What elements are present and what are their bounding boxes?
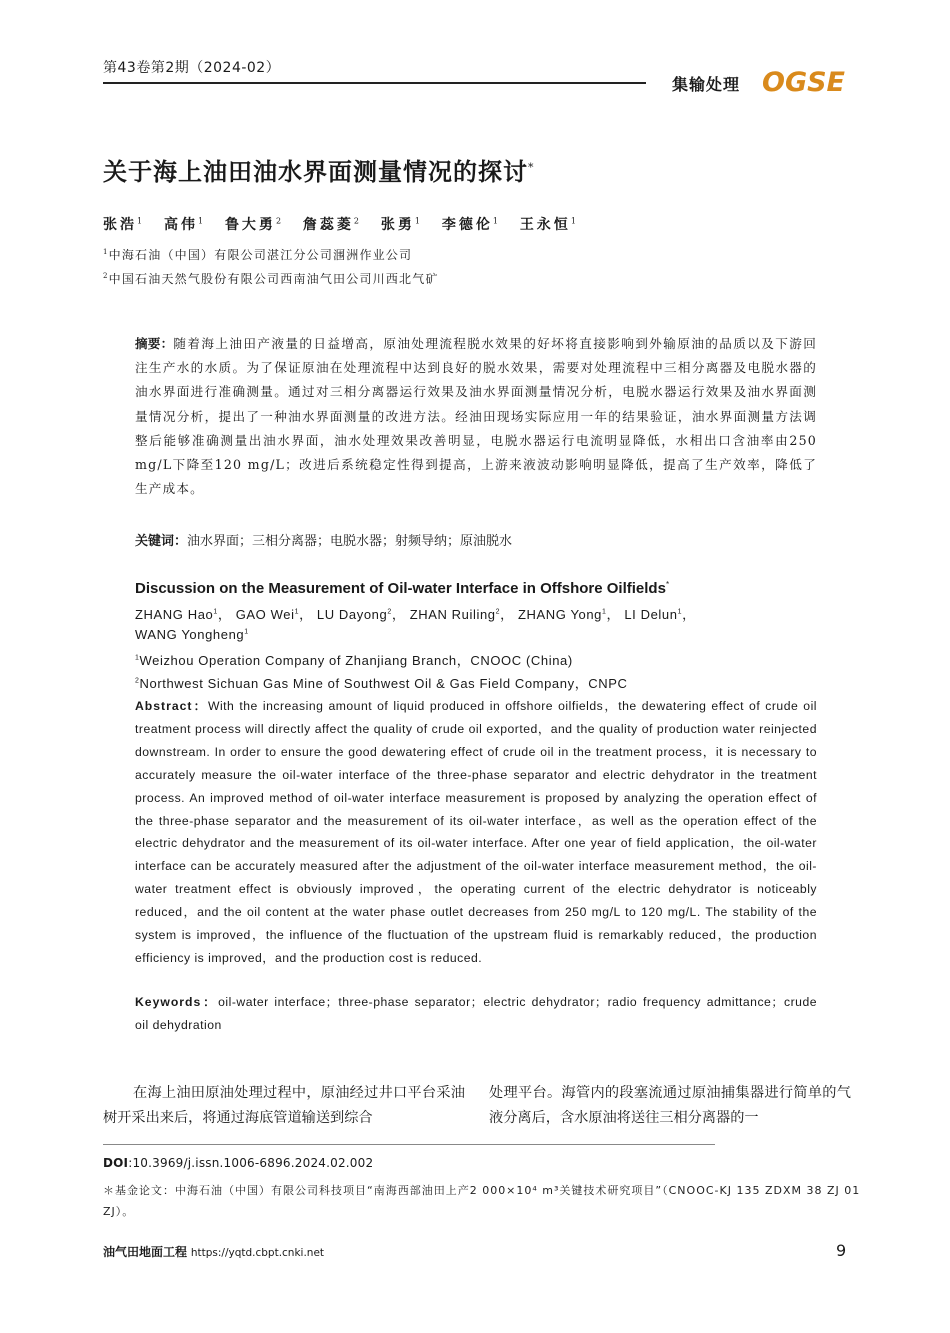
keywords-en xyxy=(135,991,817,1037)
abstract-en xyxy=(135,695,817,970)
author: 詹蕊菱$^2$ xyxy=(302,216,359,233)
author: 鲁大勇$^2$ xyxy=(224,216,282,233)
paper-title xyxy=(103,152,535,187)
footnote-rule xyxy=(103,1144,715,1145)
page-number: 9 xyxy=(836,1241,847,1260)
author: 王永恒$^1$ xyxy=(519,216,576,233)
abstract-en-label: Abstract： xyxy=(135,699,208,713)
body-column-left: 在海上油田原油处理过程中，原油经过井口平台采油树开采出来后，将通过海底管道输送到综合 xyxy=(103,1085,465,1126)
journal-section-name: 集输处理 xyxy=(672,75,741,94)
issue-label: 第43卷第2期（2024-02） xyxy=(103,60,281,76)
title-text: 关于海上油田油水界面测量情况的探讨 xyxy=(103,157,528,186)
keywords-en-text: oil-water interface；three-phase separator；electric dehydrator；radio frequency admittance；crude oil dehydration xyxy=(135,995,817,1032)
author-list xyxy=(103,214,590,234)
author: ZHANG Hao$^1$， xyxy=(135,607,232,622)
keywords-cn xyxy=(135,530,512,549)
logo-text: OGSE xyxy=(762,67,846,98)
english-title: Discussion on the Measurement of Oil-water Interface in Offshore Oilfields* xyxy=(135,580,670,597)
author: ZHAN Ruiling$^2$， xyxy=(409,607,514,622)
author: 高伟$^1$ xyxy=(163,216,204,233)
english-affiliation: $^1$Weizhou Operation Company of Zhanjiang Branch，CNOOC (China) xyxy=(135,653,573,668)
doi xyxy=(103,1156,373,1170)
author: 李德伦$^1$ xyxy=(441,216,498,233)
title-footnote-mark: * xyxy=(528,161,535,174)
keywords-cn-text: 油水界面；三相分离器；电脱水器；射频导纳；原油脱水 xyxy=(187,534,513,549)
footer-url[interactable]: https://yqtd.cbpt.cnki.net xyxy=(190,1247,325,1259)
author: ZHANG Yong$^1$， xyxy=(517,607,621,622)
ogse-logo xyxy=(760,64,850,98)
author: LU Dayong$^2$， xyxy=(316,607,406,622)
author: LI Delun$^1$， xyxy=(624,607,696,622)
abstract-cn-label: 摘要： xyxy=(135,336,174,351)
header-rule xyxy=(103,82,646,84)
abstract-cn xyxy=(135,332,817,501)
body-column-right: 处理平台。海管内的段塞流通过原油捕集器进行简单的气液分离后，含水原油将送往三相分离器的一 xyxy=(489,1085,851,1126)
page-footer xyxy=(103,1243,324,1260)
author: 张浩$^1$ xyxy=(103,216,143,233)
keywords-en-label: Keywords： xyxy=(135,995,219,1009)
author: 张勇$^1$ xyxy=(380,216,420,233)
doi-value: :10.3969/j.issn.1006-6896.2024.02.002 xyxy=(128,1156,374,1170)
author: GAO Wei$^1$， xyxy=(235,607,313,622)
doi-label: DOI xyxy=(103,1156,129,1170)
abstract-en-text: With the increasing amount of liquid produced in offshore oilfields，the dewatering effect of crude oil treatment process will directly affect the quality of crude oil exported，and the quality of production water reinjected downstream. In order to ensure the good dewatering effect of crude oil in the treatment process，it is necessary to accurately measure the oil-water interface of the three-phase separator and electric dehydrator in the treatment process. An improved method of oil-water interface measurement is proposed by analyzing the operation effect of the three-phase separator and the measurement of its oil-water interface，as well as the operation effect of the electric dehydrator and the measurement of its oil-water interface. After one year of field application，the oil-water interface can be accurately measured after the adjustment of the oil-water interface measurement method，the oil-water treatment effect is obviously improved，the operating current of the electric dehydrator is noticeably reduced，and the oil content at the water phase outlet decreases from 250 mg/L to 120 mg/L. The stability of the system is improved，the influence of the fluctuation of the upstream fluid is remarkably reduced，the production efficiency is improved，and the production cost is reduced. xyxy=(135,699,817,965)
keywords-cn-label: 关键词： xyxy=(135,534,188,549)
abstract-cn-text: 随着海上油田产液量的日益增高，原油处理流程脱水效果的好坏将直接影响到外输原油的品质以及下游回注生产水的水质。为了保证原油在处理流程中达到良好的脱水效果，需要对处理流程中三相分离器及电脱水器的油水界面进行准确测量。通过对三相分离器运行效果及油水界面测量情况分析，电脱水器运行效果及油水界面测量情况分析，提出了一种油水界面测量的改进方法。经油田现场实际应用一年的结果验证，油水界面测量方法调整后能够准确测量出油水界面，油水处理效果改善明显，电脱水器运行电流明显降低，水相出口含油率由250 mg/L下降至120 mg/L；改进后系统稳定性得到提高，上游来液波动影响明显降低，提高了生产效率，降低了生产成本。 xyxy=(135,336,817,497)
affiliation: $^2$中国石油天然气股份有限公司西南油气田公司川西北气矿 xyxy=(103,272,439,286)
funding-note: ＊基金论文：中海石油（中国）有限公司科技项目“南海西部油田上产2 000×10⁴ m³关键技术研究项目”（CNOOC-KJ 135 ZDXM 38 ZJ 01 ZJ）。 xyxy=(103,1184,861,1218)
footer-journal: 油气田地面工程 xyxy=(103,1245,188,1259)
author: WANG Yongheng$^1$ xyxy=(135,627,249,642)
english-author-list xyxy=(135,604,696,623)
english-affiliation: $^2$Northwest Sichuan Gas Mine of Southwest Oil & Gas Field Company，CNPC xyxy=(135,676,628,691)
affiliation: $^1$中海石油（中国）有限公司湛江分公司涠洲作业公司 xyxy=(103,248,413,262)
